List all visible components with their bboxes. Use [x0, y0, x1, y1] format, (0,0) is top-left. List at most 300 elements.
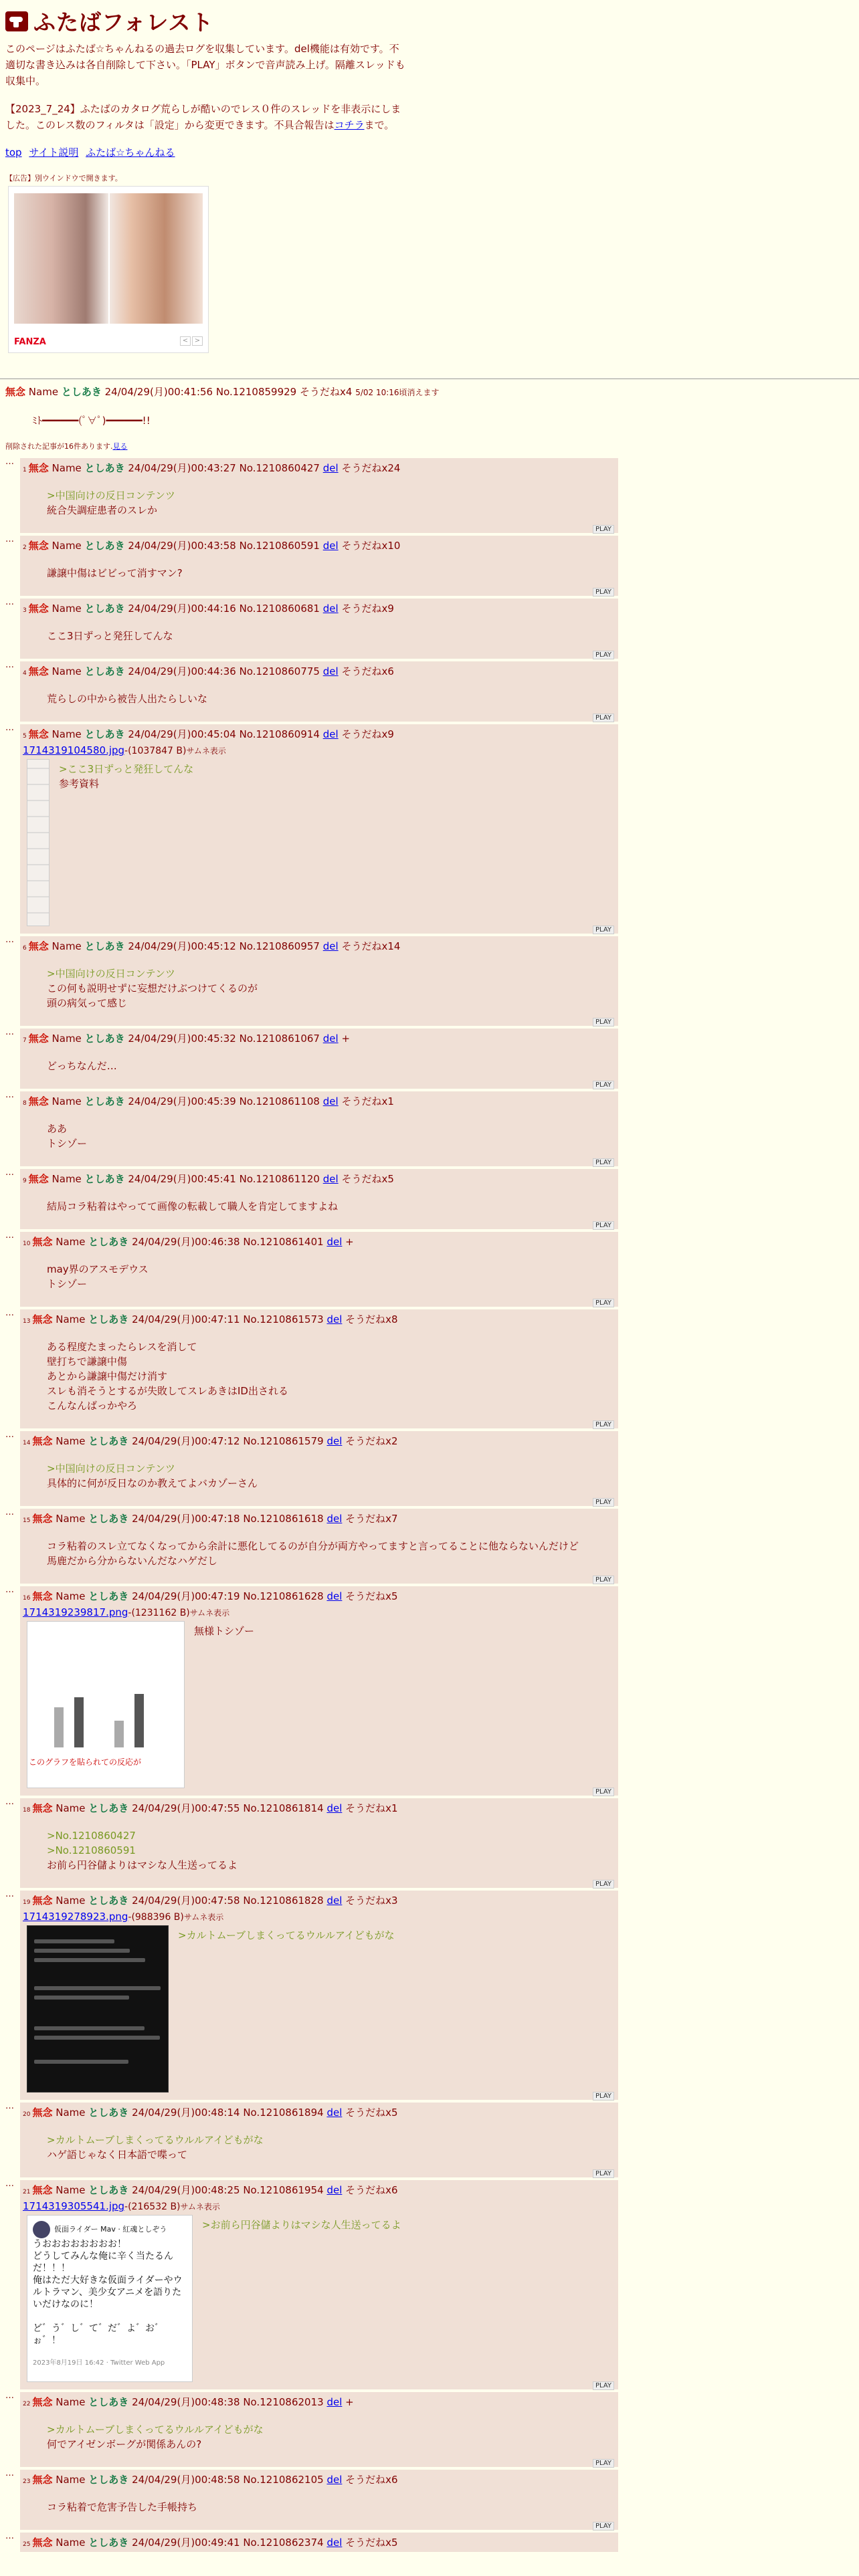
thumb-line: [34, 1949, 130, 1953]
reply-name-label: Name: [56, 1435, 86, 1447]
sodane-button[interactable]: そうだねx6: [345, 2184, 398, 2196]
reply-row: [0, 2180, 859, 2389]
reply-row: [0, 2470, 859, 2530]
del-link[interactable]: del: [326, 2184, 343, 2196]
play-button[interactable]: PLAY: [593, 1018, 614, 1027]
reply-body: [202, 2218, 401, 2232]
site-logo[interactable]: [5, 5, 854, 37]
nav-about-link[interactable]: サイト説明: [29, 146, 79, 158]
reply-post: [20, 1169, 618, 1229]
play-row: [23, 526, 614, 533]
reply-post: [20, 2180, 618, 2389]
reply-row: [0, 2533, 859, 2552]
reply-number[interactable]: No.1210860914: [239, 728, 320, 740]
play-row: [23, 1788, 614, 1796]
del-link[interactable]: del: [322, 462, 339, 474]
nav-links: [5, 145, 854, 159]
reply-name-label: Name: [56, 2537, 86, 2549]
ad-label: 【広告】別ウインドウで開きます。: [5, 174, 122, 183]
file-link[interactable]: 1714319104580.jpg: [23, 744, 125, 756]
reply-subject: 無念: [32, 1313, 53, 1325]
reply-name-label: Name: [56, 1513, 86, 1525]
reply-name: としあき: [88, 2537, 129, 2549]
reply-row: [0, 458, 859, 533]
sodane-button[interactable]: そうだねx3: [345, 1895, 398, 1907]
sodane-button[interactable]: そうだねx2: [345, 1435, 398, 1447]
reply-number[interactable]: No.1210861828: [243, 1895, 324, 1907]
reply-name: としあき: [84, 728, 125, 740]
reply-post: [20, 1309, 618, 1428]
reply-header: [23, 1172, 614, 1188]
reply-header: [23, 2105, 614, 2122]
reply-header: [23, 1031, 614, 1048]
reply-subject: 無念: [32, 1590, 53, 1602]
reply-name: としあき: [88, 1236, 129, 1248]
thumb-toggle[interactable]: サムネ表示: [186, 746, 226, 756]
reply-date: 24/04/29(月)00:48:25: [132, 2184, 240, 2196]
play-button[interactable]: PLAY: [593, 926, 614, 934]
text-line: ああ: [47, 1123, 68, 1135]
sodane-button[interactable]: そうだねx9: [341, 603, 394, 615]
board-logo-icon: [5, 11, 28, 31]
text-line: どっちなんだ…: [47, 1060, 117, 1072]
play-button[interactable]: PLAY: [593, 2381, 614, 2390]
reply-date: 24/04/29(月)00:47:55: [132, 1802, 240, 1814]
reply-number[interactable]: No.1210861579: [243, 1435, 324, 1447]
play-button[interactable]: PLAY: [593, 714, 614, 722]
reply-number[interactable]: No.1210862105: [243, 2474, 324, 2486]
reply-body: [178, 1928, 395, 1943]
del-link[interactable]: del: [322, 728, 339, 740]
play-row: [23, 1159, 614, 1166]
reply-post: [20, 1798, 618, 1888]
sodane-button[interactable]: そうだねx9: [341, 728, 394, 740]
play-row: [23, 2460, 614, 2467]
reply-number[interactable]: No.1210861618: [243, 1513, 324, 1525]
del-link[interactable]: del: [326, 2537, 343, 2549]
thumb-bar: [54, 1707, 64, 1747]
text-line: ある程度たまったらレスを消して: [47, 1341, 197, 1353]
thumb-line: [34, 2060, 128, 2064]
text-line: 具体的に何が反日なのか教えてよバカゾーさん: [47, 1477, 258, 1489]
sodane-button[interactable]: そうだねx8: [345, 1313, 398, 1325]
deleted-notice: 削除された記事が16件あります.見る: [5, 442, 128, 451]
reply-number[interactable]: No.1210861401: [243, 1236, 324, 1248]
del-link[interactable]: del: [326, 1513, 343, 1525]
reply-name-label: Name: [52, 728, 82, 740]
reply-name: としあき: [88, 1313, 129, 1325]
play-row: [23, 926, 614, 934]
reply-index: 10: [23, 1241, 31, 1247]
reply-row: [0, 936, 859, 1026]
reply-post: [20, 458, 618, 533]
reply-row: [0, 1586, 859, 1796]
thumb-caption: このグラフを貼られての反応が: [29, 1757, 142, 1767]
del-link[interactable]: del: [326, 1313, 343, 1325]
avatar: [33, 2221, 50, 2238]
reply-name: としあき: [88, 1895, 129, 1907]
text-line: ここ3日ずっと発狂してんな: [47, 630, 173, 642]
del-link[interactable]: del: [326, 1435, 343, 1447]
reply-row: [0, 1169, 859, 1229]
reply-index: 8: [23, 1100, 27, 1107]
post-with-image: [23, 1925, 614, 2092]
reply-date: 24/04/29(月)00:47:58: [132, 1895, 240, 1907]
play-button[interactable]: PLAY: [593, 1221, 614, 1230]
reply-date: 24/04/29(月)00:49:41: [132, 2537, 240, 2549]
play-button[interactable]: PLAY: [593, 1576, 614, 1584]
del-link[interactable]: del: [326, 2396, 343, 2408]
reply-name-label: Name: [56, 1590, 86, 1602]
reply-number[interactable]: No.1210860427: [239, 462, 320, 474]
text-line: ハゲ語じゃなく日本語で喋って: [47, 2149, 188, 2161]
quote-line: >中国向けの反日コンテンツ: [47, 968, 175, 980]
play-row: [23, 2523, 614, 2530]
play-row: [23, 588, 614, 596]
reply-name-label: Name: [52, 1095, 82, 1107]
play-row: [23, 1881, 614, 1888]
del-link[interactable]: del: [326, 2474, 343, 2486]
reply-name-label: Name: [56, 1236, 86, 1248]
reply-number[interactable]: No.1210860591: [239, 540, 320, 552]
reply-body: [47, 1121, 614, 1151]
reply-row: [0, 1232, 859, 1307]
reply-post: [20, 724, 618, 934]
site-title: ふたばフォレスト: [33, 9, 214, 35]
reply-index: 5: [23, 733, 27, 740]
reply-name-label: Name: [52, 665, 82, 677]
sodane-button[interactable]: そうだねx1: [345, 1802, 398, 1814]
file-link[interactable]: 1714319239817.png: [23, 1606, 128, 1618]
del-link[interactable]: del: [322, 940, 339, 952]
reply-number[interactable]: No.1210861894: [243, 2107, 324, 2119]
thumbnail-image[interactable]: [27, 1621, 185, 1788]
reply-name-label: Name: [52, 540, 82, 552]
reply-body: [47, 1461, 614, 1491]
sodane-button[interactable]: そうだねx14: [341, 940, 401, 952]
play-button[interactable]: PLAY: [593, 1788, 614, 1796]
play-button[interactable]: PLAY: [593, 2092, 614, 2101]
reply-header: [23, 2472, 614, 2489]
text-line: 荒らしの中から被告人出たらしいな: [47, 693, 208, 705]
del-link[interactable]: del: [322, 540, 339, 552]
reply-dots: …: [5, 1889, 14, 1899]
text-line: 頭の病気って感じ: [47, 997, 128, 1009]
text-line: コラ粘着で危害予告した手帳持ち: [47, 2501, 198, 2513]
play-button[interactable]: PLAY: [593, 1299, 614, 1307]
ad-image[interactable]: [14, 193, 203, 324]
play-button[interactable]: PLAY: [593, 1498, 614, 1507]
thumbnail-image[interactable]: [27, 2215, 193, 2382]
reply-dots: …: [5, 1507, 14, 1517]
text-line: コラ粘着のスレ立てなくなってから余計に悪化してるのが自分が両方やってますと言ってることに他ならないんだけど: [47, 1540, 579, 1552]
reply-row: [0, 2103, 859, 2177]
reply-post: [20, 2392, 618, 2467]
play-button[interactable]: PLAY: [593, 2169, 614, 2178]
reply-date: 24/04/29(月)00:45:41: [128, 1173, 236, 1185]
reply-index: 15: [23, 1517, 31, 1524]
reply-header: [23, 664, 614, 681]
tweet-author: [33, 2221, 187, 2238]
text-line: 結局コラ粘着はやってて画像の転載して職人を肯定してますよね: [47, 1200, 339, 1212]
sodane-button[interactable]: +: [341, 1033, 351, 1045]
reply-post: [20, 936, 618, 1026]
reply-date: 24/04/29(月)00:47:11: [132, 1313, 240, 1325]
text-line: 無様トシゾー: [194, 1625, 255, 1637]
reply-date: 24/04/29(月)00:44:16: [128, 603, 236, 615]
reply-number[interactable]: No.1210861814: [243, 1802, 324, 1814]
reply-index: 3: [23, 607, 27, 614]
sodane-button[interactable]: そうだねx7: [345, 1513, 398, 1525]
reply-dots: …: [5, 1430, 14, 1440]
op-expire: 5/02 10:16頃消えます: [355, 388, 440, 397]
reply-name-label: Name: [56, 2107, 86, 2119]
del-link[interactable]: del: [322, 665, 339, 677]
play-row: [23, 1499, 614, 1506]
thumb-toggle[interactable]: サムネ表示: [183, 1913, 224, 1922]
thumbnail-image[interactable]: [27, 759, 50, 926]
op-date: 24/04/29(月)00:41:56: [104, 386, 213, 398]
reply-name: としあき: [88, 1513, 129, 1525]
reply-number[interactable]: No.1210861628: [243, 1590, 324, 1602]
sodane-button[interactable]: そうだねx24: [341, 462, 401, 474]
play-row: [23, 1576, 614, 1584]
reply-name: としあき: [84, 603, 125, 615]
show-deleted-link[interactable]: 見る: [112, 442, 128, 451]
reply-subject: 無念: [32, 2184, 53, 2196]
reply-dots: …: [5, 2391, 14, 2401]
reply-row: [0, 1091, 859, 1166]
reply-header: [23, 727, 614, 744]
reply-name: としあき: [88, 1802, 129, 1814]
reply-name: としあき: [84, 940, 125, 952]
reply-number[interactable]: No.1210861120: [239, 1173, 320, 1185]
play-row: [23, 651, 614, 659]
reply-post: [20, 599, 618, 659]
sodane-button[interactable]: そうだねx6: [341, 665, 394, 677]
del-link[interactable]: del: [326, 1895, 343, 1907]
reply-subject: 無念: [32, 2107, 53, 2119]
quote-line: >カルトムーブしまくってるウルルアイどもがな: [178, 1929, 395, 1941]
reply-row: [0, 1509, 859, 1584]
tweet-name: 仮面ライダー Mav · 紅魂としぞう: [54, 2225, 167, 2234]
reply-dots: …: [5, 1090, 14, 1100]
report-link[interactable]: コチラ: [334, 119, 365, 131]
reply-header: [23, 601, 614, 618]
sodane-button[interactable]: そうだねx6: [345, 2474, 398, 2486]
text-line: どうしてみんな俺に辛く当たるんだ！！！: [33, 2251, 173, 2274]
reply-dots: …: [5, 723, 14, 733]
sodane-button[interactable]: そうだねx5: [345, 1590, 398, 1602]
reply-number[interactable]: No.1210862013: [243, 2396, 324, 2408]
reply-date: 24/04/29(月)00:48:14: [132, 2107, 240, 2119]
thumb-bar: [114, 1721, 124, 1747]
sodane-button[interactable]: そうだねx5: [345, 2537, 398, 2549]
del-link[interactable]: del: [326, 1236, 343, 1248]
reply-row: [0, 599, 859, 659]
reply-name: としあき: [84, 1095, 125, 1107]
play-row: [23, 1299, 614, 1307]
ad-banner[interactable]: [8, 186, 209, 353]
play-row: [23, 1081, 614, 1089]
del-link[interactable]: del: [326, 1802, 343, 1814]
reply-dots: …: [5, 1585, 14, 1595]
reply-header: [23, 2183, 614, 2199]
text-line: トシゾー: [47, 1138, 88, 1150]
reply-subject: 無念: [32, 2537, 53, 2549]
del-link[interactable]: del: [326, 1590, 343, 1602]
reply-row: [0, 1891, 859, 2100]
text-line: may界のアスモデウス: [47, 1263, 149, 1275]
file-info: [23, 1910, 614, 1924]
reply-index: 25: [23, 2541, 31, 2548]
ad-next-button[interactable]: >: [192, 336, 203, 346]
reply-subject: 無念: [28, 940, 49, 952]
reply-body: [47, 2500, 614, 2514]
op-header: [5, 385, 854, 400]
reply-number[interactable]: No.1210861573: [243, 1313, 324, 1325]
thumbnail-image[interactable]: [27, 1925, 169, 2092]
nav-futaba-link[interactable]: ふたば☆ちゃんねる: [86, 146, 175, 158]
reply-row: [0, 1309, 859, 1428]
reply-dots: …: [5, 2468, 14, 2478]
text-line: 参考資料: [59, 778, 100, 790]
reply-number[interactable]: No.1210860775: [239, 665, 320, 677]
text-line: この何も説明せずに妄想だけぶつけてくるのが: [47, 982, 258, 994]
op-sodane-button[interactable]: そうだねx4: [300, 386, 353, 398]
reply-dots: …: [5, 1797, 14, 1807]
text-line: うおおおおおおおお！: [33, 2239, 126, 2250]
file-size: -(1231162 B): [128, 1608, 190, 1618]
file-size: -(216532 B): [124, 2202, 181, 2212]
reply-dots: …: [5, 660, 14, 670]
reply-number[interactable]: No.1210860681: [239, 603, 320, 615]
reply-number[interactable]: No.1210861108: [239, 1095, 320, 1107]
play-button[interactable]: PLAY: [593, 525, 614, 534]
reply-subject: 無念: [28, 540, 49, 552]
quote-line: >ここ3日ずっと発狂してんな: [59, 763, 194, 775]
del-link[interactable]: del: [322, 603, 339, 615]
reply-list: [0, 458, 859, 2552]
del-link[interactable]: del: [322, 1095, 339, 1107]
play-button[interactable]: PLAY: [593, 2459, 614, 2468]
reply-name: としあき: [88, 1435, 129, 1447]
reply-name-label: Name: [56, 2474, 86, 2486]
reply-body: [47, 1339, 614, 1413]
reply-header: [23, 1235, 614, 1251]
del-link[interactable]: del: [322, 1033, 339, 1045]
file-size: -(1037847 B): [124, 746, 187, 756]
reply-body: [47, 629, 614, 643]
nav-top-link[interactable]: top: [5, 146, 22, 158]
sodane-button[interactable]: そうだねx5: [345, 2107, 398, 2119]
reply-date: 24/04/29(月)00:44:36: [128, 665, 236, 677]
reply-row: [0, 2392, 859, 2467]
thumb-line: [34, 1986, 161, 1990]
reply-row: [0, 536, 859, 596]
reply-number[interactable]: No.1210862374: [243, 2537, 324, 2549]
play-button[interactable]: PLAY: [593, 1420, 614, 1429]
op-number[interactable]: No.1210859929: [215, 386, 297, 398]
file-link[interactable]: 1714319305541.jpg: [23, 2200, 125, 2212]
reply-subject: 無念: [32, 1895, 53, 1907]
reply-index: 1: [23, 467, 27, 473]
op-name: としあき: [61, 386, 102, 398]
play-row: [23, 1018, 614, 1026]
reply-dots: …: [5, 2179, 14, 2189]
del-link[interactable]: del: [326, 2107, 343, 2119]
del-link[interactable]: del: [322, 1173, 339, 1185]
text-line: 俺はただ大好きな仮面ライダーやウルトラマン、美少女アニメを語りたいだけなのに！: [33, 2275, 183, 2310]
reply-header: [23, 538, 614, 555]
reply-name-label: Name: [52, 940, 82, 952]
ad-prev-button[interactable]: <: [180, 336, 191, 346]
play-button[interactable]: PLAY: [593, 588, 614, 597]
thumb-line: [34, 2036, 160, 2040]
reply-header: [23, 1312, 614, 1329]
reply-name: としあき: [88, 2474, 129, 2486]
reply-post: [20, 1586, 618, 1796]
reply-post: [20, 1891, 618, 2100]
reply-post: [20, 661, 618, 722]
reply-subject: 無念: [28, 665, 49, 677]
quote-line: >中国向けの反日コンテンツ: [47, 1463, 175, 1475]
play-row: [23, 1222, 614, 1229]
reply-subject: 無念: [32, 1513, 53, 1525]
thumb-bar: [74, 1697, 84, 1747]
sodane-button[interactable]: +: [345, 2396, 354, 2408]
thumb-line: [34, 1996, 129, 2000]
reply-header: [23, 1893, 614, 1910]
thumb-toggle[interactable]: サムネ表示: [180, 2202, 220, 2212]
sodane-button[interactable]: そうだねx5: [341, 1173, 394, 1185]
text-line: ど゛う゛し゛て゛だ゛よ゛お゛ぉ゛！: [33, 2323, 164, 2346]
reply-dots: …: [5, 1027, 14, 1037]
play-button[interactable]: PLAY: [593, 1880, 614, 1889]
sodane-button[interactable]: そうだねx1: [341, 1095, 394, 1107]
reply-post: [20, 536, 618, 596]
text-line: 統合失調症患者のスレか: [47, 504, 158, 516]
play-button[interactable]: PLAY: [593, 651, 614, 659]
play-button[interactable]: PLAY: [593, 2522, 614, 2531]
reply-number[interactable]: No.1210861954: [243, 2184, 324, 2196]
reply-date: 24/04/29(月)00:45:39: [128, 1095, 236, 1107]
reply-post: [20, 1431, 618, 1506]
quote-line: >No.1210860591: [47, 1844, 136, 1856]
reply-name: としあき: [84, 540, 125, 552]
play-button[interactable]: PLAY: [593, 1081, 614, 1089]
sodane-button[interactable]: そうだねx10: [341, 540, 401, 552]
post-with-image: [23, 2215, 614, 2382]
reply-number[interactable]: No.1210861067: [239, 1033, 320, 1045]
file-link[interactable]: 1714319278923.png: [23, 1911, 128, 1923]
thumb-line: [34, 1939, 114, 1943]
reply-subject: 無念: [32, 2396, 53, 2408]
reply-row: [0, 661, 859, 722]
thumb-toggle[interactable]: サムネ表示: [189, 1608, 230, 1618]
reply-name-label: Name: [52, 603, 82, 615]
file-info: [23, 744, 614, 758]
reply-index: 4: [23, 670, 27, 677]
reply-body: [47, 1539, 614, 1568]
play-button[interactable]: PLAY: [593, 1158, 614, 1167]
sodane-button[interactable]: +: [345, 1236, 354, 1248]
reply-dots: …: [5, 2101, 14, 2111]
reply-date: 24/04/29(月)00:47:19: [132, 1590, 240, 1602]
text-line: スレも消そうとするが失敗してスレあきはID出される: [47, 1385, 288, 1397]
reply-index: 23: [23, 2478, 31, 2485]
reply-number[interactable]: No.1210860957: [239, 940, 320, 952]
